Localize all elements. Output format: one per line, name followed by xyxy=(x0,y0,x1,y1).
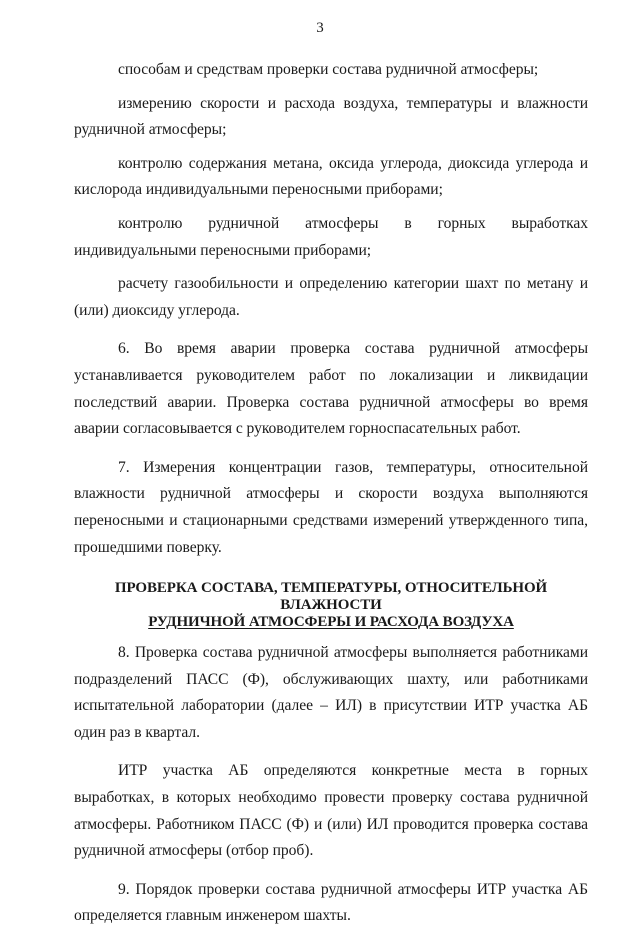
paragraph-item-8: 8. Проверка состава рудничной атмосферы выполняется работниками подразделений ПАСС (Ф), обслуживающих шахту, или работниками испытательной лаборатории (далее – ИЛ) в присутствии ИТР участка АБ один раз в квартал. xyxy=(74,644,588,741)
page-number: 3 xyxy=(316,20,324,36)
paragraph: контролю рудничной атмосферы в горных выработках индивидуальными переносными приборами; xyxy=(74,214,588,259)
paragraph-item-9: 9. Порядок проверки состава рудничной атмосферы ИТР участка АБ определяется главным инженером шахты. xyxy=(74,880,588,925)
paragraph: контролю содержания метана, оксида углерода, диоксида углерода и кислорода индивидуальными переносными приборами; xyxy=(74,154,588,199)
paragraph-item-6: 6. Во время аварии проверка состава рудничной атмосферы устанавливается руководителем работ по локализации и ликвидации последствий аварии. Проверка состава рудничной атмосферы во время аварии согласовывается с руководителем горноспасательных работ. xyxy=(74,340,588,438)
document-body xyxy=(74,57,588,930)
section-heading-line-2: РУДНИЧНОЙ АТМОСФЕРЫ И РАСХОДА ВОЗДУХА xyxy=(148,614,514,631)
section-heading xyxy=(74,580,588,631)
paragraph: измерению скорости и расхода воздуха, температуры и влажности рудничной атмосферы; xyxy=(74,94,588,139)
paragraph: ИТР участка АБ определяются конкретные места в горных выработках, в которых необходимо провести проверку состава рудничной атмосферы. Работником ПАСС (Ф) и (или) ИЛ проводится проверка состава рудничной атмосферы (отбор проб). xyxy=(74,762,588,860)
paragraph: расчету газообильности и определению категории шахт по метану и (или) диоксиду углерода. xyxy=(74,275,588,319)
section-heading-line-1: ПРОВЕРКА СОСТАВА, ТЕМПЕРАТУРЫ, ОТНОСИТЕЛЬНОЙ ВЛАЖНОСТИ xyxy=(114,580,548,614)
paragraph-item-7: 7. Измерения концентрации газов, температуры, относительной влажности рудничной атмосферы и скорости воздуха выполняются переносными и стационарными средствами измерений утвержденного типа, прошедшими поверку. xyxy=(74,458,588,556)
paragraph: способам и средствам проверки состава рудничной атмосферы; xyxy=(118,61,539,78)
